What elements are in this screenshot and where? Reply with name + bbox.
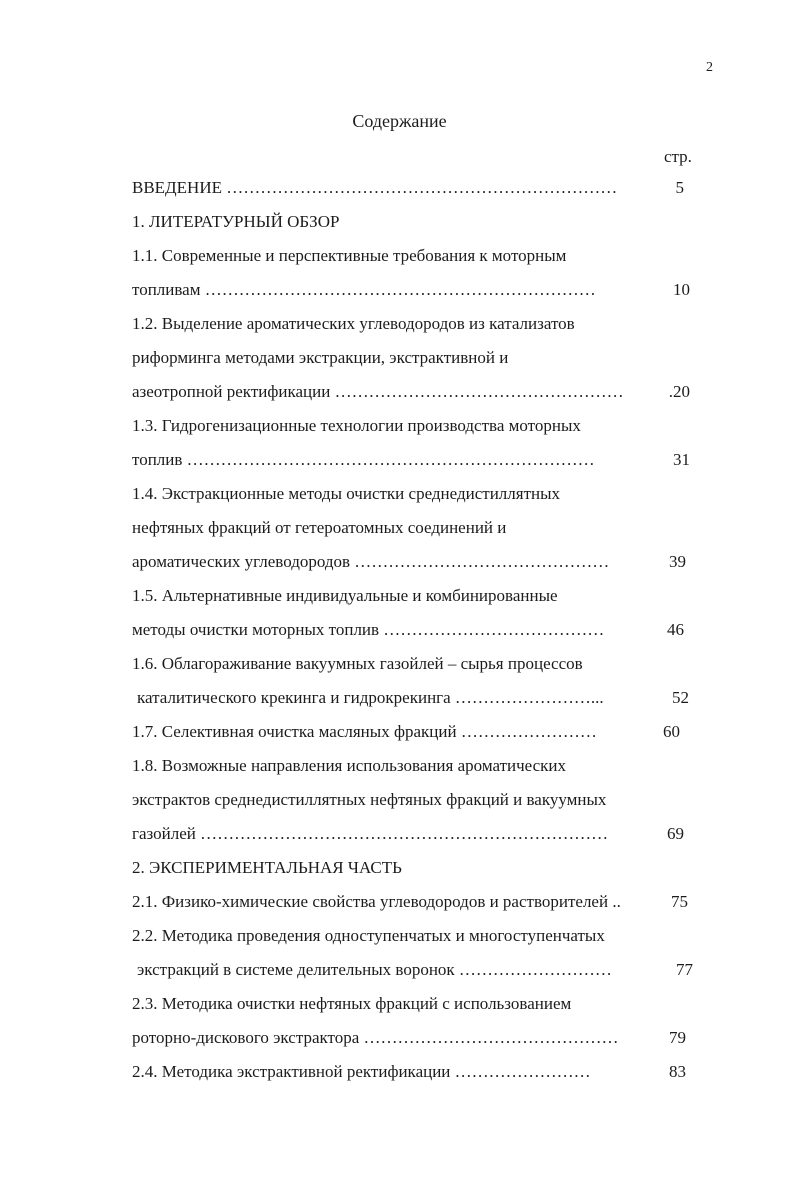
toc-entry-line [132,687,697,709]
toc-entry-page: 79 [669,1028,686,1047]
toc-entry-line [132,789,692,811]
toc-entry-page: 83 [669,1062,686,1081]
toc-entry-line [132,245,692,267]
toc-entry-text: 1.3. Гидрогенизационные технологии производства моторных [132,416,581,435]
toc-entry-text: 1.1. Современные и перспективные требования к моторным [132,246,567,265]
toc-entry-text: роторно-дискового экстрактора ……………………………………… [132,1028,619,1047]
toc-entry-text: риформинга методами экстракции, экстрактивной и [132,348,509,367]
toc-entry-line [132,415,692,437]
toc-entry-page: .20 [668,382,690,401]
toc-entry-text: нефтяных фракций от гетероатомных соединений и [132,518,507,537]
toc-entry-line [132,959,697,981]
toc-entry-line [132,619,692,641]
toc-entry-text: топливам …………………………………………………………… [132,280,596,299]
toc-entry-line [132,279,692,301]
page-number: 2 [706,60,713,75]
toc-entry-line [132,1027,692,1049]
toc-title: Содержание [352,111,447,131]
toc-entry-text: 1. ЛИТЕРАТУРНЫЙ ОБЗОР [132,212,340,231]
toc-entry-line [132,483,692,505]
toc-entry-page: 75 [671,892,688,911]
toc-entry-text: 1.6. Облагораживание вакуумных газойлей – сырья процессов [132,654,583,673]
toc-entry-page: 39 [669,552,686,571]
toc-entry-text: экстрактов среднедистиллятных нефтяных фракций и вакуумных [132,790,607,809]
toc-entry-text: экстракций в системе делительных воронок ……………………… [137,960,612,979]
toc-entry-page: 31 [673,450,690,469]
toc-entry-page: 52 [672,688,689,707]
toc-entry-text: 1.5. Альтернативные индивидуальные и комбинированные [132,586,558,605]
toc-entry-text: азеотропной ректификации …………………………………………… [132,382,624,401]
toc-entry-text: 2. ЭКСПЕРИМЕНТАЛЬНАЯ ЧАСТЬ [132,858,402,877]
toc-entry-line [132,313,692,335]
toc-entry-line [132,653,692,675]
toc-entry-page: 5 [675,178,684,197]
toc-entry-text: 1.2. Выделение ароматических углеводородов из катализатов [132,314,575,333]
toc-entry-text: ВВЕДЕНИЕ …………………………………………………………… [132,178,618,197]
toc-entry-line [132,993,692,1015]
toc-entry-line [132,755,692,777]
toc-entry-page: 77 [676,960,693,979]
toc-entry-line [132,823,692,845]
toc-entry-text: каталитического крекинга и гидрокрекинга ……………………... [137,688,604,707]
toc-entry-text: 2.1. Физико-химические свойства углеводородов и растворителей .. [132,892,621,911]
toc-entry-line [132,925,692,947]
toc-entry-text: топлив ……………………………………………………………… [132,450,595,469]
toc-entry-text: 2.4. Методика экстрактивной ректификации …………………… [132,1062,591,1081]
toc-entry-text: 1.4. Экстракционные методы очистки среднедистиллятных [132,484,561,503]
toc-entry-line [132,551,692,573]
toc-entry-text: 2.3. Методика очистки нефтяных фракций с использованием [132,994,572,1013]
toc-entry-text: ароматических углеводородов ……………………………………… [132,552,610,571]
toc-entry-text: методы очистки моторных топлив ………………………………… [132,620,605,639]
toc-entry-page: 60 [663,722,680,741]
toc-entry-line [132,1061,692,1083]
toc-entry-page: 46 [667,620,684,639]
page-column-label: стр. [664,147,692,166]
toc-entry-text: газойлей ……………………………………………………………… [132,824,609,843]
toc-entry-text: 1.8. Возможные направления использования ароматических [132,756,567,775]
toc-entry-text: 1.7. Селективная очистка масляных фракций …………………… [132,722,597,741]
toc-section-heading [132,857,692,879]
toc-entry-page: 69 [667,824,684,843]
toc-entry-line [132,517,692,539]
toc-entry-text: 2.2. Методика проведения одноступенчатых и многоступенчатых [132,926,605,945]
toc-entry-line [132,449,692,471]
toc-entry-line [132,347,692,369]
toc-entry-line [132,721,692,743]
toc-entry-introduction [132,177,692,199]
toc-entry-line [132,381,692,403]
toc-entry-line [132,891,692,913]
toc-entry-page: 10 [673,280,690,299]
toc-entry-line [132,585,692,607]
toc-section-heading [132,211,692,233]
